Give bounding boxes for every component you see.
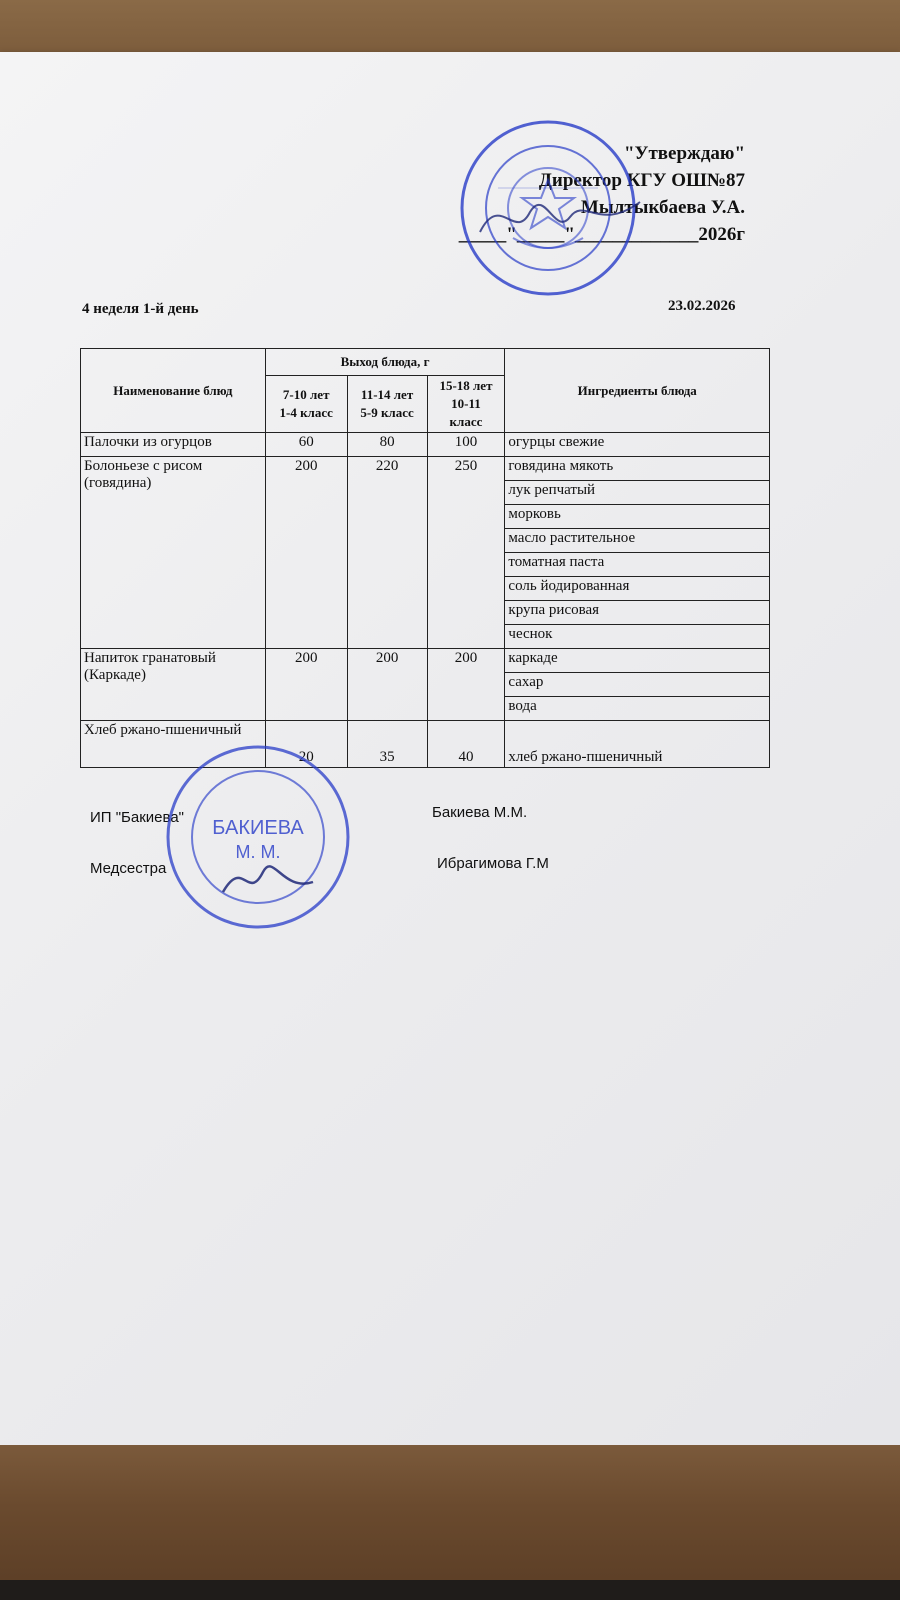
stamp-name-line2: М. М.: [235, 842, 281, 862]
table-row: [81, 433, 770, 457]
approval-director-name: Мылтыкбаева У.А.: [580, 197, 745, 218]
director-signature: [470, 182, 650, 252]
bottom-bar: [0, 1580, 900, 1600]
portion-7-10: 200: [265, 649, 347, 721]
col-header-age-11-14: [347, 376, 427, 433]
age-range: 7-10 лет: [282, 387, 330, 402]
table-row: [81, 649, 770, 673]
document-page: [0, 52, 900, 1447]
signature-role-nurse: Медсестра: [90, 860, 167, 877]
portion-15-18: 200: [427, 649, 505, 721]
age-range: 15-18 лет: [439, 378, 493, 393]
col-header-age-7-10: [265, 376, 347, 433]
dish-name: Болоньезе с рисом (говядина): [81, 457, 266, 649]
table-row: [81, 457, 770, 481]
ingredient: огурцы свежие: [505, 433, 770, 457]
ingredient: хлеб ржано-пшеничный: [505, 721, 770, 768]
signature-name-ip: Бакиева М.М.: [432, 804, 528, 821]
ingredient: лук репчатый: [505, 481, 770, 505]
signature-name-nurse: Ибрагимова Г.М: [437, 855, 549, 872]
week-day-label: 4 неделя 1-й день: [82, 301, 199, 317]
portion-11-14: 80: [347, 433, 427, 457]
ingredient: говядина мякоть: [505, 457, 770, 481]
class-label: класс: [449, 414, 483, 429]
portion-15-18: 40: [427, 721, 505, 768]
ingredient: крупа рисовая: [505, 601, 770, 625]
menu-table: [80, 348, 770, 768]
approval-date-line: _____"_____"_____________2026г: [458, 224, 745, 245]
portion-15-18: 100: [427, 433, 505, 457]
portion-7-10: 200: [265, 457, 347, 649]
approval-director: Директор КГУ ОШ№87: [538, 170, 745, 191]
approval-title: "Утверждаю": [623, 143, 745, 164]
dish-name: Палочки из огурцов: [81, 433, 266, 457]
col-header-output: Выход блюда, г: [265, 349, 505, 376]
ingredient: чеснок: [505, 625, 770, 649]
class-range: 1-4 класс: [279, 405, 333, 420]
dish-name: Напиток гранатовый (Каркаде): [81, 649, 266, 721]
class-range: 10-11: [451, 396, 481, 411]
col-header-name: Наименование блюд: [81, 349, 266, 433]
dish-name: Хлеб ржано-пшеничный: [81, 721, 266, 768]
col-header-age-15-18: [427, 376, 505, 433]
table-surface: [0, 1445, 900, 1600]
class-range: 5-9 класс: [360, 405, 414, 420]
portion-11-14: 35: [347, 721, 427, 768]
signature-role-ip: ИП "Бакиева": [90, 809, 184, 826]
ingredient: соль йодированная: [505, 577, 770, 601]
portion-7-10: 60: [265, 433, 347, 457]
portion-7-10: 20: [265, 721, 347, 768]
ip-stamp: [163, 742, 353, 932]
ingredient: масло растительное: [505, 529, 770, 553]
ingredient: томатная паста: [505, 553, 770, 577]
portion-11-14: 200: [347, 649, 427, 721]
ingredient: каркаде: [505, 649, 770, 673]
col-header-ingredients: Ингредиенты блюда: [505, 349, 770, 433]
ingredient: вода: [505, 697, 770, 721]
stamp-name-line1: БАКИЕВА: [212, 817, 304, 839]
portion-11-14: 220: [347, 457, 427, 649]
ingredient: морковь: [505, 505, 770, 529]
ingredient: сахар: [505, 673, 770, 697]
portion-15-18: 250: [427, 457, 505, 649]
age-range: 11-14 лет: [360, 387, 414, 402]
menu-date: 23.02.2026: [668, 298, 736, 314]
